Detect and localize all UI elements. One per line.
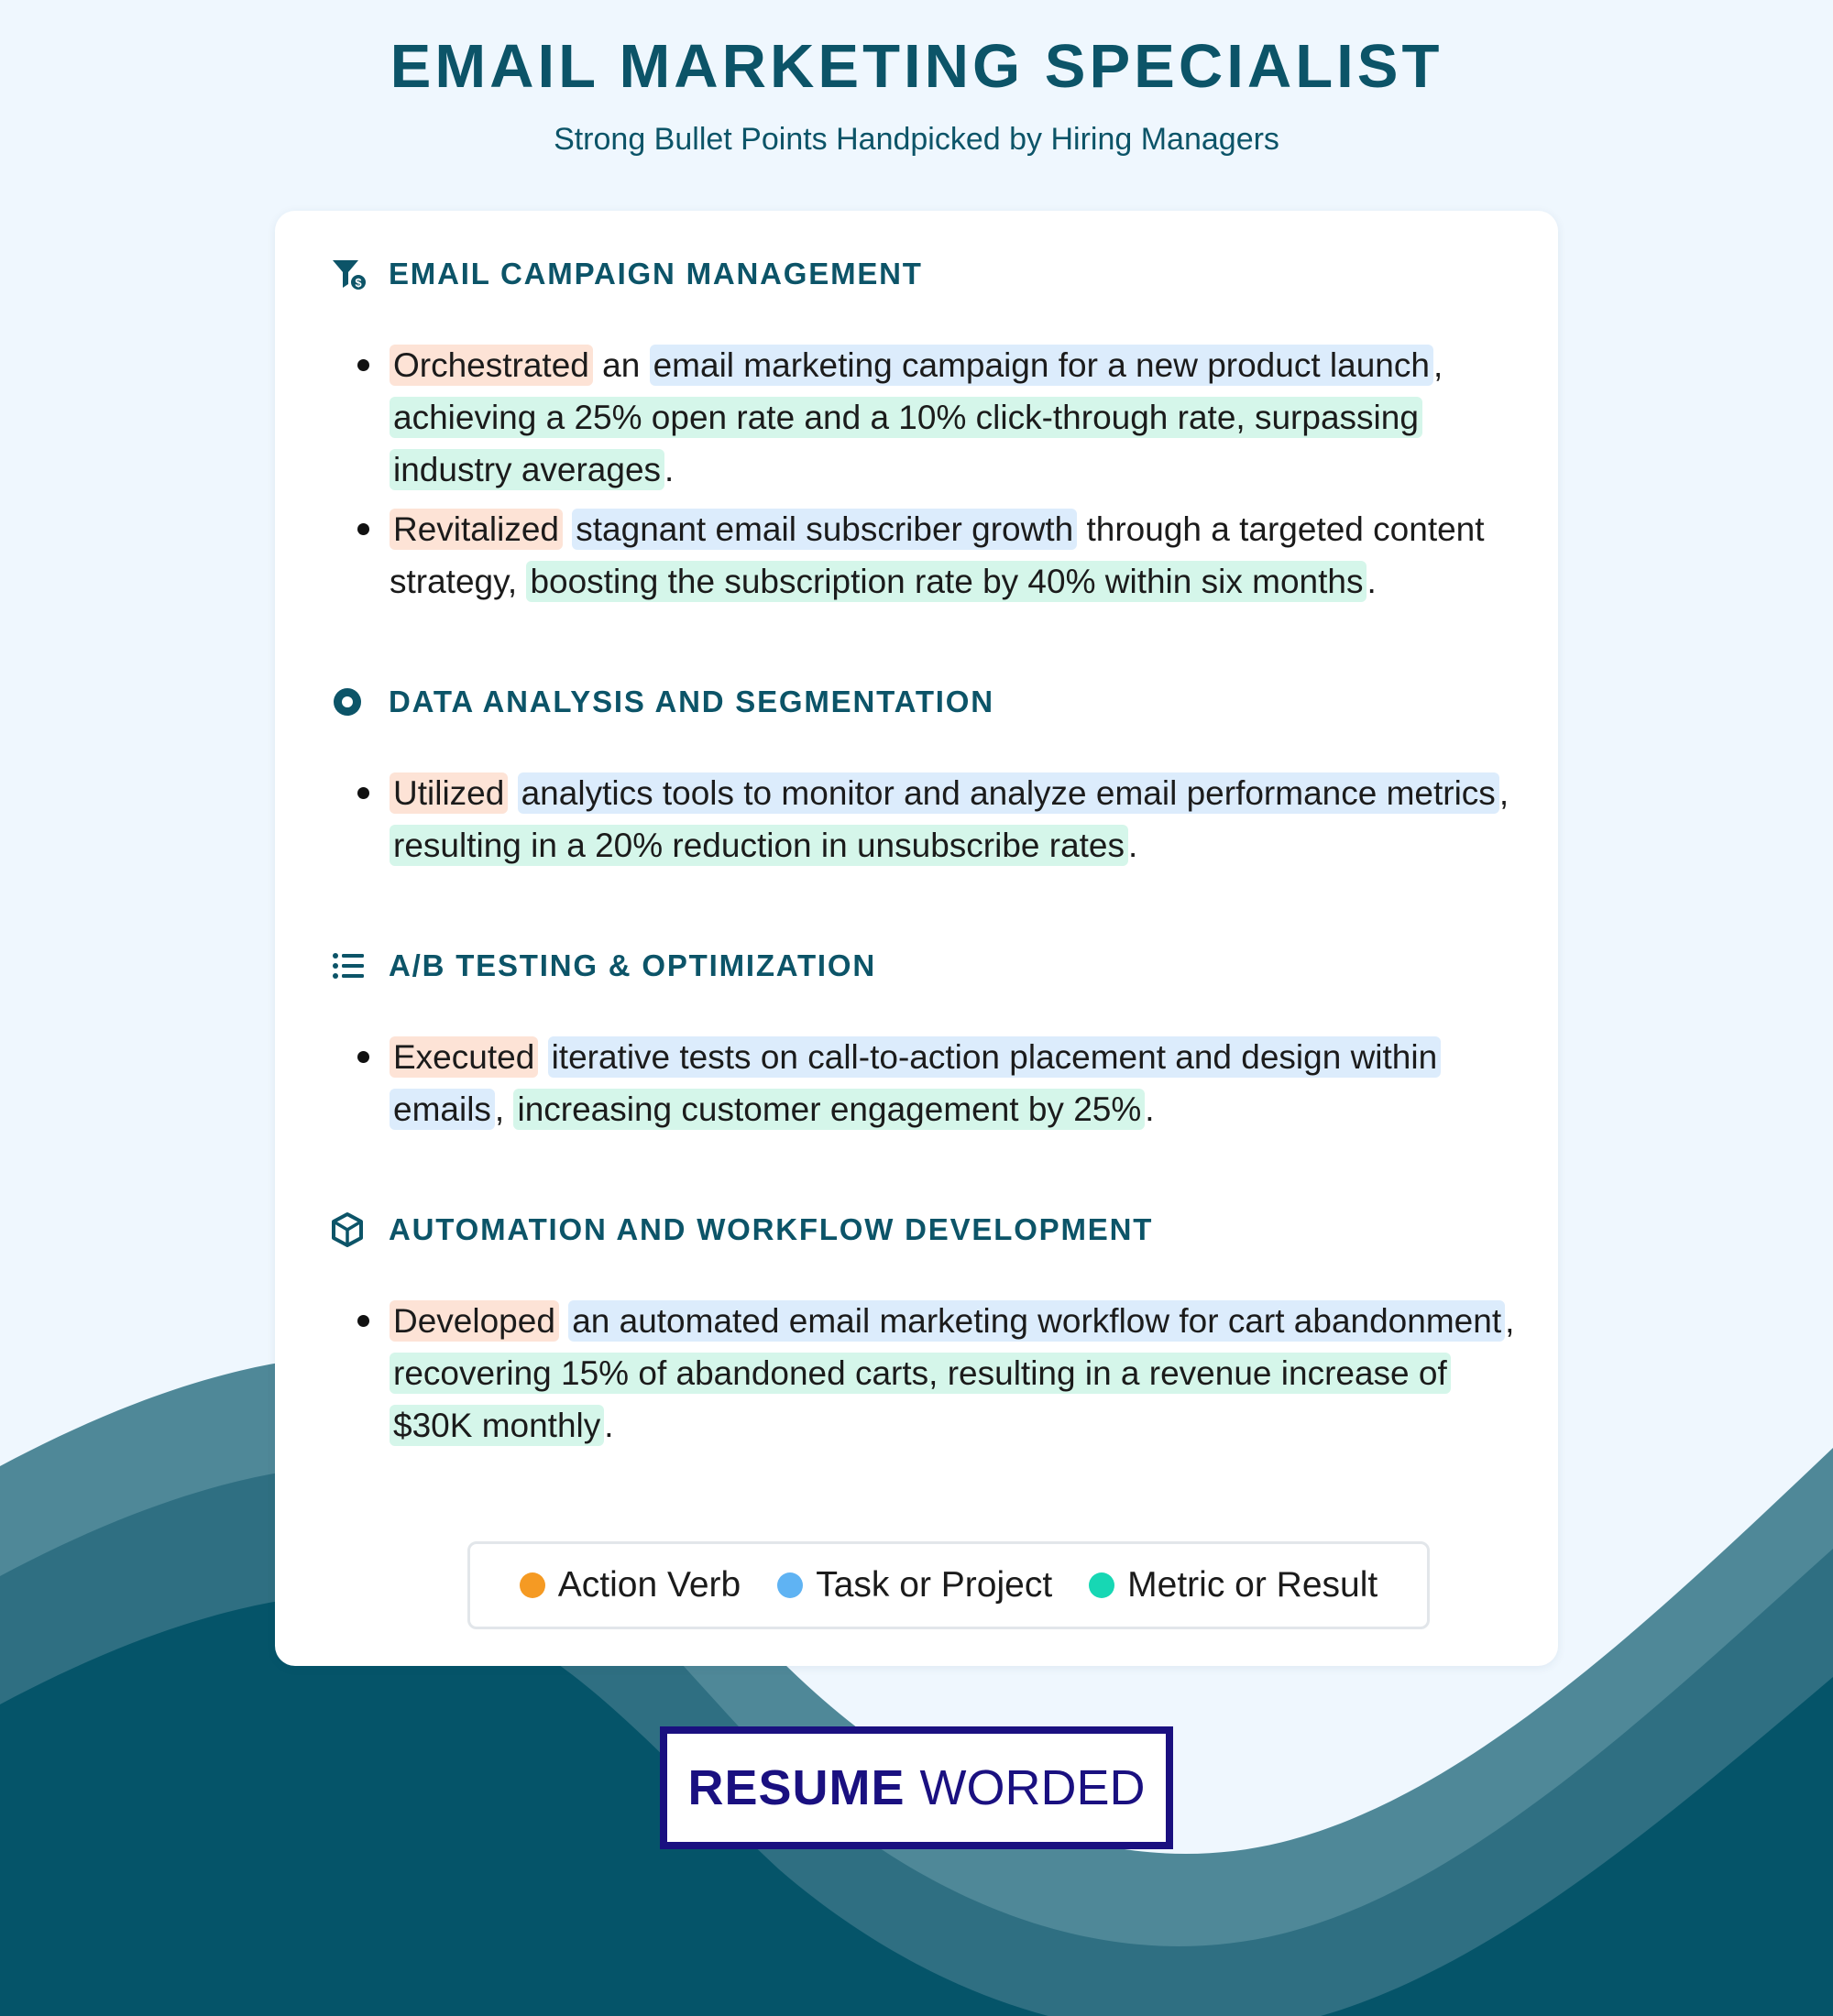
- legend-dot: [520, 1572, 545, 1598]
- svg-text:$: $: [355, 276, 362, 290]
- end-punctuation: .: [604, 1407, 614, 1444]
- resume-worded-logo: [660, 1726, 1173, 1849]
- legend-item-metric-result: [1089, 1565, 1377, 1605]
- legend-label: Task or Project: [816, 1565, 1053, 1605]
- end-punctuation: .: [1128, 827, 1138, 864]
- end-punctuation: .: [1145, 1090, 1155, 1128]
- metric-result: resulting in a 20% reduction in unsubscribe rates: [390, 825, 1128, 866]
- task-project: analytics tools to monitor and analyze email performance metrics: [518, 772, 1499, 814]
- metric-result: achieving a 25% open rate and a 10% click-through rate, surpassing industry averages: [390, 397, 1422, 490]
- connector-text: through a targeted content strategy,: [390, 510, 1485, 600]
- funnel-dollar-icon: [330, 255, 368, 293]
- connector-text: ,: [494, 1090, 514, 1128]
- action-verb: Developed: [390, 1300, 559, 1342]
- task-project: iterative tests on call-to-action placement and design within emails: [390, 1036, 1441, 1130]
- section-title: EMAIL CAMPAIGN MANAGEMENT: [389, 257, 923, 290]
- legend-item-action-verb: [520, 1565, 741, 1605]
- connector-text: [508, 774, 517, 812]
- section-title: AUTOMATION AND WORKFLOW DEVELOPMENT: [389, 1212, 1154, 1246]
- metric-result: recovering 15% of abandoned carts, resulting in a revenue increase of $30K monthly: [390, 1353, 1451, 1446]
- connector-text: ,: [1432, 346, 1443, 384]
- bullet-list: [330, 1295, 1521, 1452]
- section-data-analysis: [330, 679, 1521, 871]
- action-verb: Utilized: [390, 772, 508, 814]
- metric-result: increasing customer engagement by 25%: [513, 1089, 1145, 1130]
- task-project: stagnant email subscriber growth: [572, 509, 1077, 550]
- circle-dot-icon: [330, 683, 368, 721]
- end-punctuation: .: [664, 451, 675, 488]
- section-automation-workflow: [330, 1207, 1521, 1452]
- action-verb: Orchestrated: [390, 345, 593, 386]
- section-ab-testing: [330, 943, 1521, 1135]
- cube-icon: [330, 1211, 368, 1249]
- section-title: DATA ANALYSIS AND SEGMENTATION: [389, 685, 994, 718]
- connector-text: [538, 1038, 547, 1076]
- action-verb: Executed: [390, 1036, 538, 1078]
- bullet-point: [330, 503, 1521, 608]
- section-header: [330, 251, 1521, 297]
- task-project: an automated email marketing workflow for cart abandonment: [568, 1300, 1505, 1342]
- bullet-list: [330, 1031, 1521, 1135]
- page-title: EMAIL MARKETING SPECIALIST: [390, 32, 1443, 101]
- page-header: [0, 26, 1833, 158]
- legend-label: Action Verb: [557, 1565, 741, 1605]
- logo-text-light: WORDED: [919, 1760, 1146, 1815]
- bullet-point: [330, 1031, 1521, 1135]
- bullet-point: [330, 339, 1521, 496]
- section-header: [330, 679, 1521, 725]
- bullet-points-card: [275, 211, 1558, 1666]
- connector-text: [559, 1302, 568, 1340]
- end-punctuation: .: [1367, 563, 1377, 600]
- section-header: [330, 943, 1521, 989]
- bullet-list: [330, 339, 1521, 608]
- page-subtitle: Strong Bullet Points Handpicked by Hiring Managers: [554, 122, 1279, 157]
- connector-text: ,: [1498, 774, 1509, 812]
- bullet-list: [330, 767, 1521, 871]
- list-icon: [330, 947, 368, 985]
- legend-item-task-project: [777, 1565, 1052, 1605]
- legend-dot: [777, 1572, 803, 1598]
- section-title: A/B TESTING & OPTIMIZATION: [389, 948, 877, 982]
- section-header: [330, 1207, 1521, 1253]
- task-project: email marketing campaign for a new product launch: [650, 345, 1433, 386]
- metric-result: boosting the subscription rate by 40% within six months: [526, 561, 1367, 602]
- connector-text: ,: [1505, 1302, 1515, 1340]
- legend-label: Metric or Result: [1127, 1565, 1378, 1605]
- action-verb: Revitalized: [390, 509, 563, 550]
- logo-text-bold: RESUME: [687, 1760, 906, 1815]
- bullet-point: [330, 1295, 1521, 1452]
- section-email-campaign-management: [330, 251, 1521, 608]
- legend-dot: [1089, 1572, 1114, 1598]
- connector-text: an: [592, 346, 650, 384]
- connector-text: [563, 510, 572, 548]
- bullet-point: [330, 767, 1521, 871]
- highlight-legend: [467, 1541, 1430, 1629]
